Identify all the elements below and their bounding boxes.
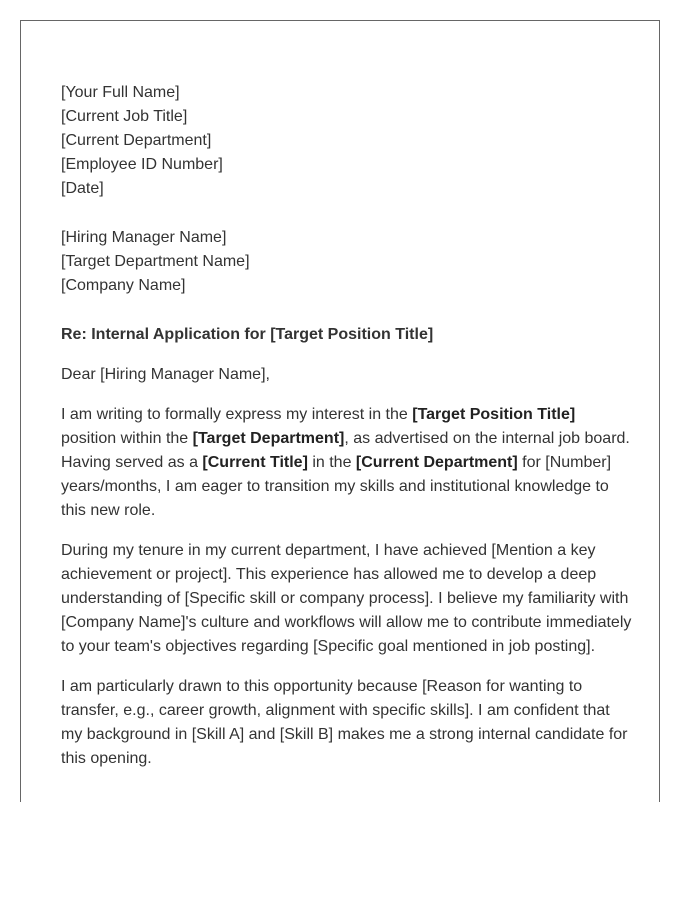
current-title: [Current Title] <box>202 454 308 471</box>
target-department: [Target Department] <box>192 430 345 447</box>
letter-date: [Date] <box>61 180 104 197</box>
sender-block <box>61 81 633 201</box>
sender-employee-id: [Employee ID Number] <box>61 156 223 173</box>
salutation: Dear [Hiring Manager Name], <box>61 366 270 383</box>
subject-line: Re: Internal Application for [Target Position Title] <box>61 326 434 343</box>
recipient-manager-name: [Hiring Manager Name] <box>61 229 227 246</box>
paragraph-achievements: During my tenure in my current department, I have achieved [Mention a key achievement or project]. This experience has allowed me to develop a deep understanding of [Specific skill or company process]. I believe my familiarity with [Company Name]'s culture and workflows will allow me to contribute immediately to your team's objectives regarding [Specific goal mentioned in job posting]. <box>61 542 632 655</box>
paragraph-intro-text-3: , as advertised on the internal job board. Having served as a <box>61 430 630 471</box>
current-department: [Current Department] <box>355 454 518 471</box>
sender-job-title: [Current Job Title] <box>61 108 188 125</box>
sender-department: [Current Department] <box>61 132 212 149</box>
paragraph-intro-text-2: position within the <box>61 430 193 447</box>
paragraph-intro-text-1: I am writing to formally express my interest in the <box>61 406 413 423</box>
recipient-department: [Target Department Name] <box>61 253 250 270</box>
letter-body <box>61 81 633 771</box>
letter-page <box>20 20 660 802</box>
recipient-company: [Company Name] <box>61 277 186 294</box>
sender-full-name: [Your Full Name] <box>61 84 180 101</box>
paragraph-intro-text-5: for [Number] years/months, I am eager to transition my skills and institutional knowledge to this new role. <box>61 454 612 519</box>
paragraph-motivation: I am particularly drawn to this opportunity because [Reason for wanting to transfer, e.g., career growth, alignment with specific skills]. I am confident that my background in [Skill A] and [Skill B] makes me a strong internal candidate for this opening. <box>61 678 628 767</box>
target-position-title: [Target Position Title] <box>412 406 576 423</box>
paragraph-intro-text-4: in the <box>307 454 356 471</box>
recipient-block <box>61 226 633 298</box>
paragraph-intro <box>61 403 633 523</box>
